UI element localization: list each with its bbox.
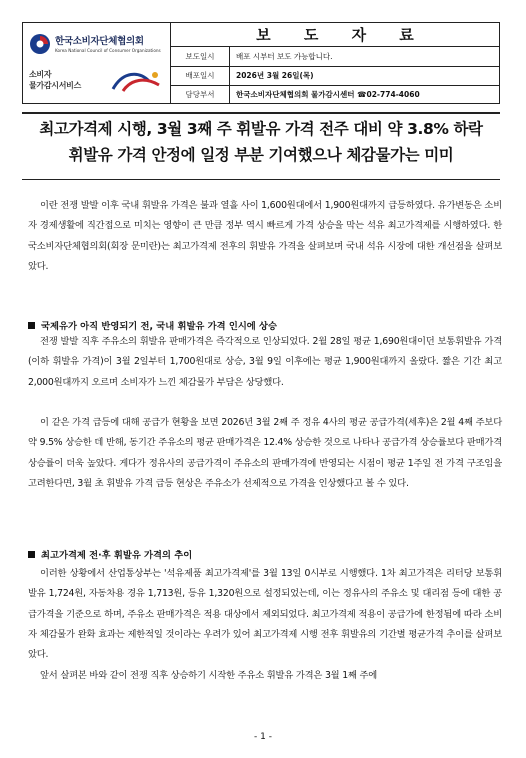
intro-paragraph: 이란 전쟁 발발 이후 국내 휘발유 가격은 불과 열흘 사이 1,600원대에서 1,900원대까지 급등하였다. 유가변동은 소비자 경제생활에 직간접으로 미치는 영향이 큰 만큼 정부 역시 빠르게 가격 상승을 막는 석유 최고가격제를 시행하였다. 한국소비자단체협의회(회장 문미란)는 최고가격제 전후의 휘발유 가격을 살펴보며 국내 석유 시장에 대한 개선점을 살펴보았다. xyxy=(28,200,502,272)
section-2-paragraph-2: 앞서 살펴본 바와 같이 전쟁 직후 상승하기 시작한 주유소 휘발유 가격은 3월 1째 주에 xyxy=(40,670,378,681)
section-1-paragraph-1: 전쟁 발발 직후 주유소의 휘발유 판매가격은 즉각적으로 인상되었다. 2월 28일 평균 1,690원대이던 보통휘발유 가격(이하 휘발유 가격)이 3월 2일부터 1,700원대로 상승, 3월 9일 이후에는 평균 1,900원대까지 올랐다. 짧은 기간 최고 2,000원대까지 오르며 소비자가 느낀 체감물가 부담은 상당했다. xyxy=(28,336,502,388)
info-label: 배포일시 xyxy=(171,66,230,85)
headline-bottom-rule xyxy=(22,179,500,180)
info-label: 담당부서 xyxy=(171,85,230,103)
info-row xyxy=(171,47,499,67)
org-emblem-icon xyxy=(29,33,51,55)
headline-line-2: 휘발유 가격 안정에 일정 부분 기여했으나 체감물가는 미미 xyxy=(68,146,454,164)
org-logo-box xyxy=(22,22,170,104)
price-watch-logo-icon xyxy=(109,67,165,95)
section-2-paragraph-1: 이러한 상황에서 산업통상부는 '석유제품 최고가격제'를 3월 13일 0시부로 시행했다. 1차 최고가격은 리터당 보통휘발유 1,724원, 자동차용 경유 1,713원, 등유 1,320원으로 설정되었는데, 이는 정유사의 주유소 및 대리점 등에 대한 공급가격을 기준으로 하며, 주유소 판매가격은 적용 대상에서 제외되었다. 최고가격제 적용이 공급가에 한정됨에 따라 소비자 체감물가 완화 효과는 제한적일 것이라는 우려가 있어 최고가격제 시행 전후 휘발유의 기간별 평균가격 추이를 살펴보았다. xyxy=(28,568,502,661)
info-value xyxy=(230,66,499,85)
service-name: 소비자 물가감시서비스 xyxy=(29,70,81,90)
bullet-square-icon xyxy=(28,551,35,558)
press-info-table xyxy=(170,22,500,104)
section-2-title: 최고가격제 전·후 휘발유 가격의 추이 xyxy=(41,550,193,561)
org-name: 한국소비자단체협의회 xyxy=(55,36,144,47)
info-label: 보도일시 xyxy=(171,47,230,66)
press-release-title: 보 도 자 료 xyxy=(171,23,499,47)
section-1-paragraph-2: 이 같은 가격 급등에 대해 공급가 현황을 보면 2026년 3월 2째 주 정유 4사의 평균 공급가격(세후)은 2월 4째 주보다 약 9.5% 상승한 데 반해, 동기간 주유소의 평균 판매가격은 12.4% 상승한 것으로 나타나 공급가격 상승률보다 판매가격 상승률이 더욱 높았다. 게다가 정유사의 공급가격이 주유소의 판매가격에 반영되는 시점이 평균 1주일 전 가격 구조임을 고려한다면, 3월 초 휘발유 가격 급등 현상은 주유소가 선제적으로 가격을 인상했다고 볼 수 있다. xyxy=(28,417,502,489)
info-value: 배포 시부터 보도 가능합니다. xyxy=(236,52,333,61)
headline xyxy=(22,116,500,168)
info-row xyxy=(171,66,499,86)
page-number: - 1 - xyxy=(254,732,272,742)
info-row xyxy=(171,85,499,103)
org-logo xyxy=(29,31,169,61)
section-1-title: 국제유가 아직 반영되기 전, 국내 휘발유 가격 인시에 상승 xyxy=(41,321,277,332)
headline-top-rule xyxy=(22,112,500,114)
headline-line-1: 최고가격제 시행, 3월 3째 주 휘발유 가격 전주 대비 약 3.8% 하락 xyxy=(39,120,483,138)
section-1-heading xyxy=(28,318,277,332)
bullet-square-icon xyxy=(28,322,35,329)
press-header xyxy=(22,22,500,104)
department-contact: 한국소비자단체협의회 물가감시센터 ☎02-774-4060 xyxy=(236,89,420,99)
section-2-heading xyxy=(28,547,192,561)
release-date: 2026년 3월 26일(목) xyxy=(236,71,314,80)
org-name-en: Korea National Council of Consumer Organizations xyxy=(55,48,161,53)
info-value xyxy=(230,85,499,103)
